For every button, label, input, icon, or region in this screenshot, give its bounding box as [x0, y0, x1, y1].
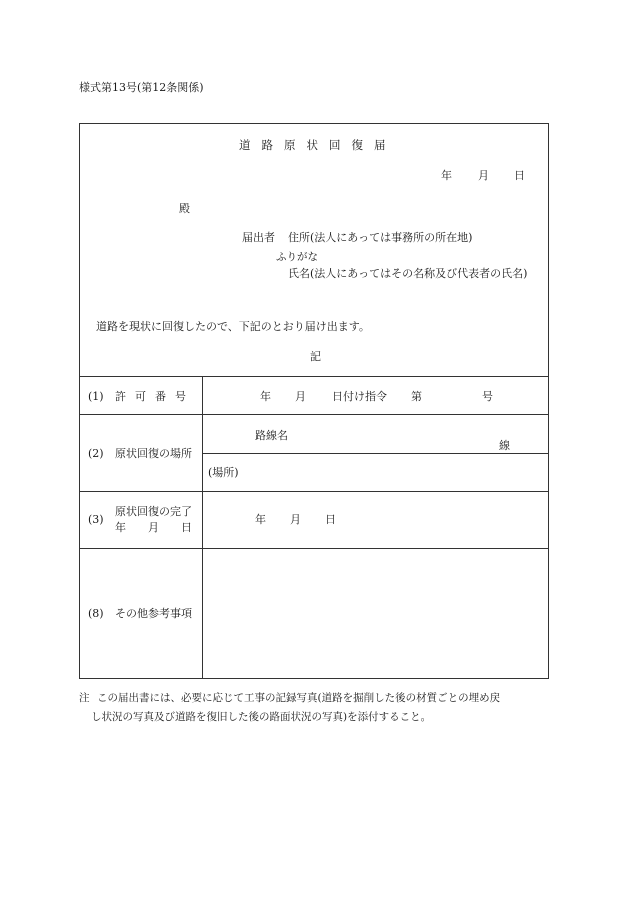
- date-month: 月: [478, 169, 489, 182]
- row-divider: [202, 453, 548, 454]
- note-prefix: 注: [79, 692, 90, 704]
- form-number-label: 様式第13号(第12条関係): [79, 81, 204, 94]
- route-name-label: 路線名: [255, 429, 288, 442]
- completion-month: 月: [290, 513, 301, 526]
- row1-label: 許可番号: [115, 390, 195, 403]
- permit-dated: 日付け指令: [332, 390, 387, 403]
- row3-number: (3): [88, 513, 104, 526]
- permit-dai: 第: [411, 390, 422, 403]
- permit-month: 月: [295, 390, 306, 403]
- permit-go: 号: [482, 390, 493, 403]
- applicant-furigana: ふりがな: [276, 251, 318, 263]
- form-title: 道路原状回復届: [239, 138, 397, 152]
- row4-number: (8): [88, 607, 104, 620]
- completion-year: 年: [255, 513, 266, 526]
- date-day: 日: [514, 169, 525, 182]
- row-divider: [80, 491, 548, 492]
- completion-day: 日: [325, 513, 336, 526]
- applicant-address: 住所(法人にあっては事務所の所在地): [288, 231, 473, 244]
- row2-number: (2): [88, 447, 104, 460]
- row-divider: [80, 548, 548, 549]
- route-suffix: 線: [499, 439, 510, 452]
- row-divider: [80, 414, 548, 415]
- row3-label-line2: 年 月 日: [115, 521, 192, 534]
- row1-number: (1): [88, 390, 104, 403]
- place-label: (場所): [208, 466, 239, 479]
- statement: 道路を現状に回復したので、下記のとおり届け出ます。: [96, 320, 370, 333]
- column-divider: [202, 376, 203, 678]
- date-year: 年: [441, 169, 452, 182]
- form-frame: [79, 123, 549, 679]
- applicant-label: 届出者: [242, 231, 275, 244]
- note-line1: この届出書には、必要に応じて工事の記録写真(道路を掘削した後の材質ごとの埋め戻: [97, 692, 501, 704]
- addressee-suffix: 殿: [179, 202, 190, 215]
- note-line2: し状況の写真及び道路を復旧した後の路面状況の写真)を添付すること。: [91, 711, 432, 723]
- row3-label-line1: 原状回復の完了: [115, 505, 192, 518]
- row4-label: その他参考事項: [115, 607, 192, 620]
- row2-label: 原状回復の場所: [115, 447, 192, 460]
- row-divider: [80, 376, 548, 377]
- ki-mark: 記: [310, 350, 321, 363]
- permit-year: 年: [260, 390, 271, 403]
- applicant-name: 氏名(法人にあってはその名称及び代表者の氏名): [288, 267, 528, 280]
